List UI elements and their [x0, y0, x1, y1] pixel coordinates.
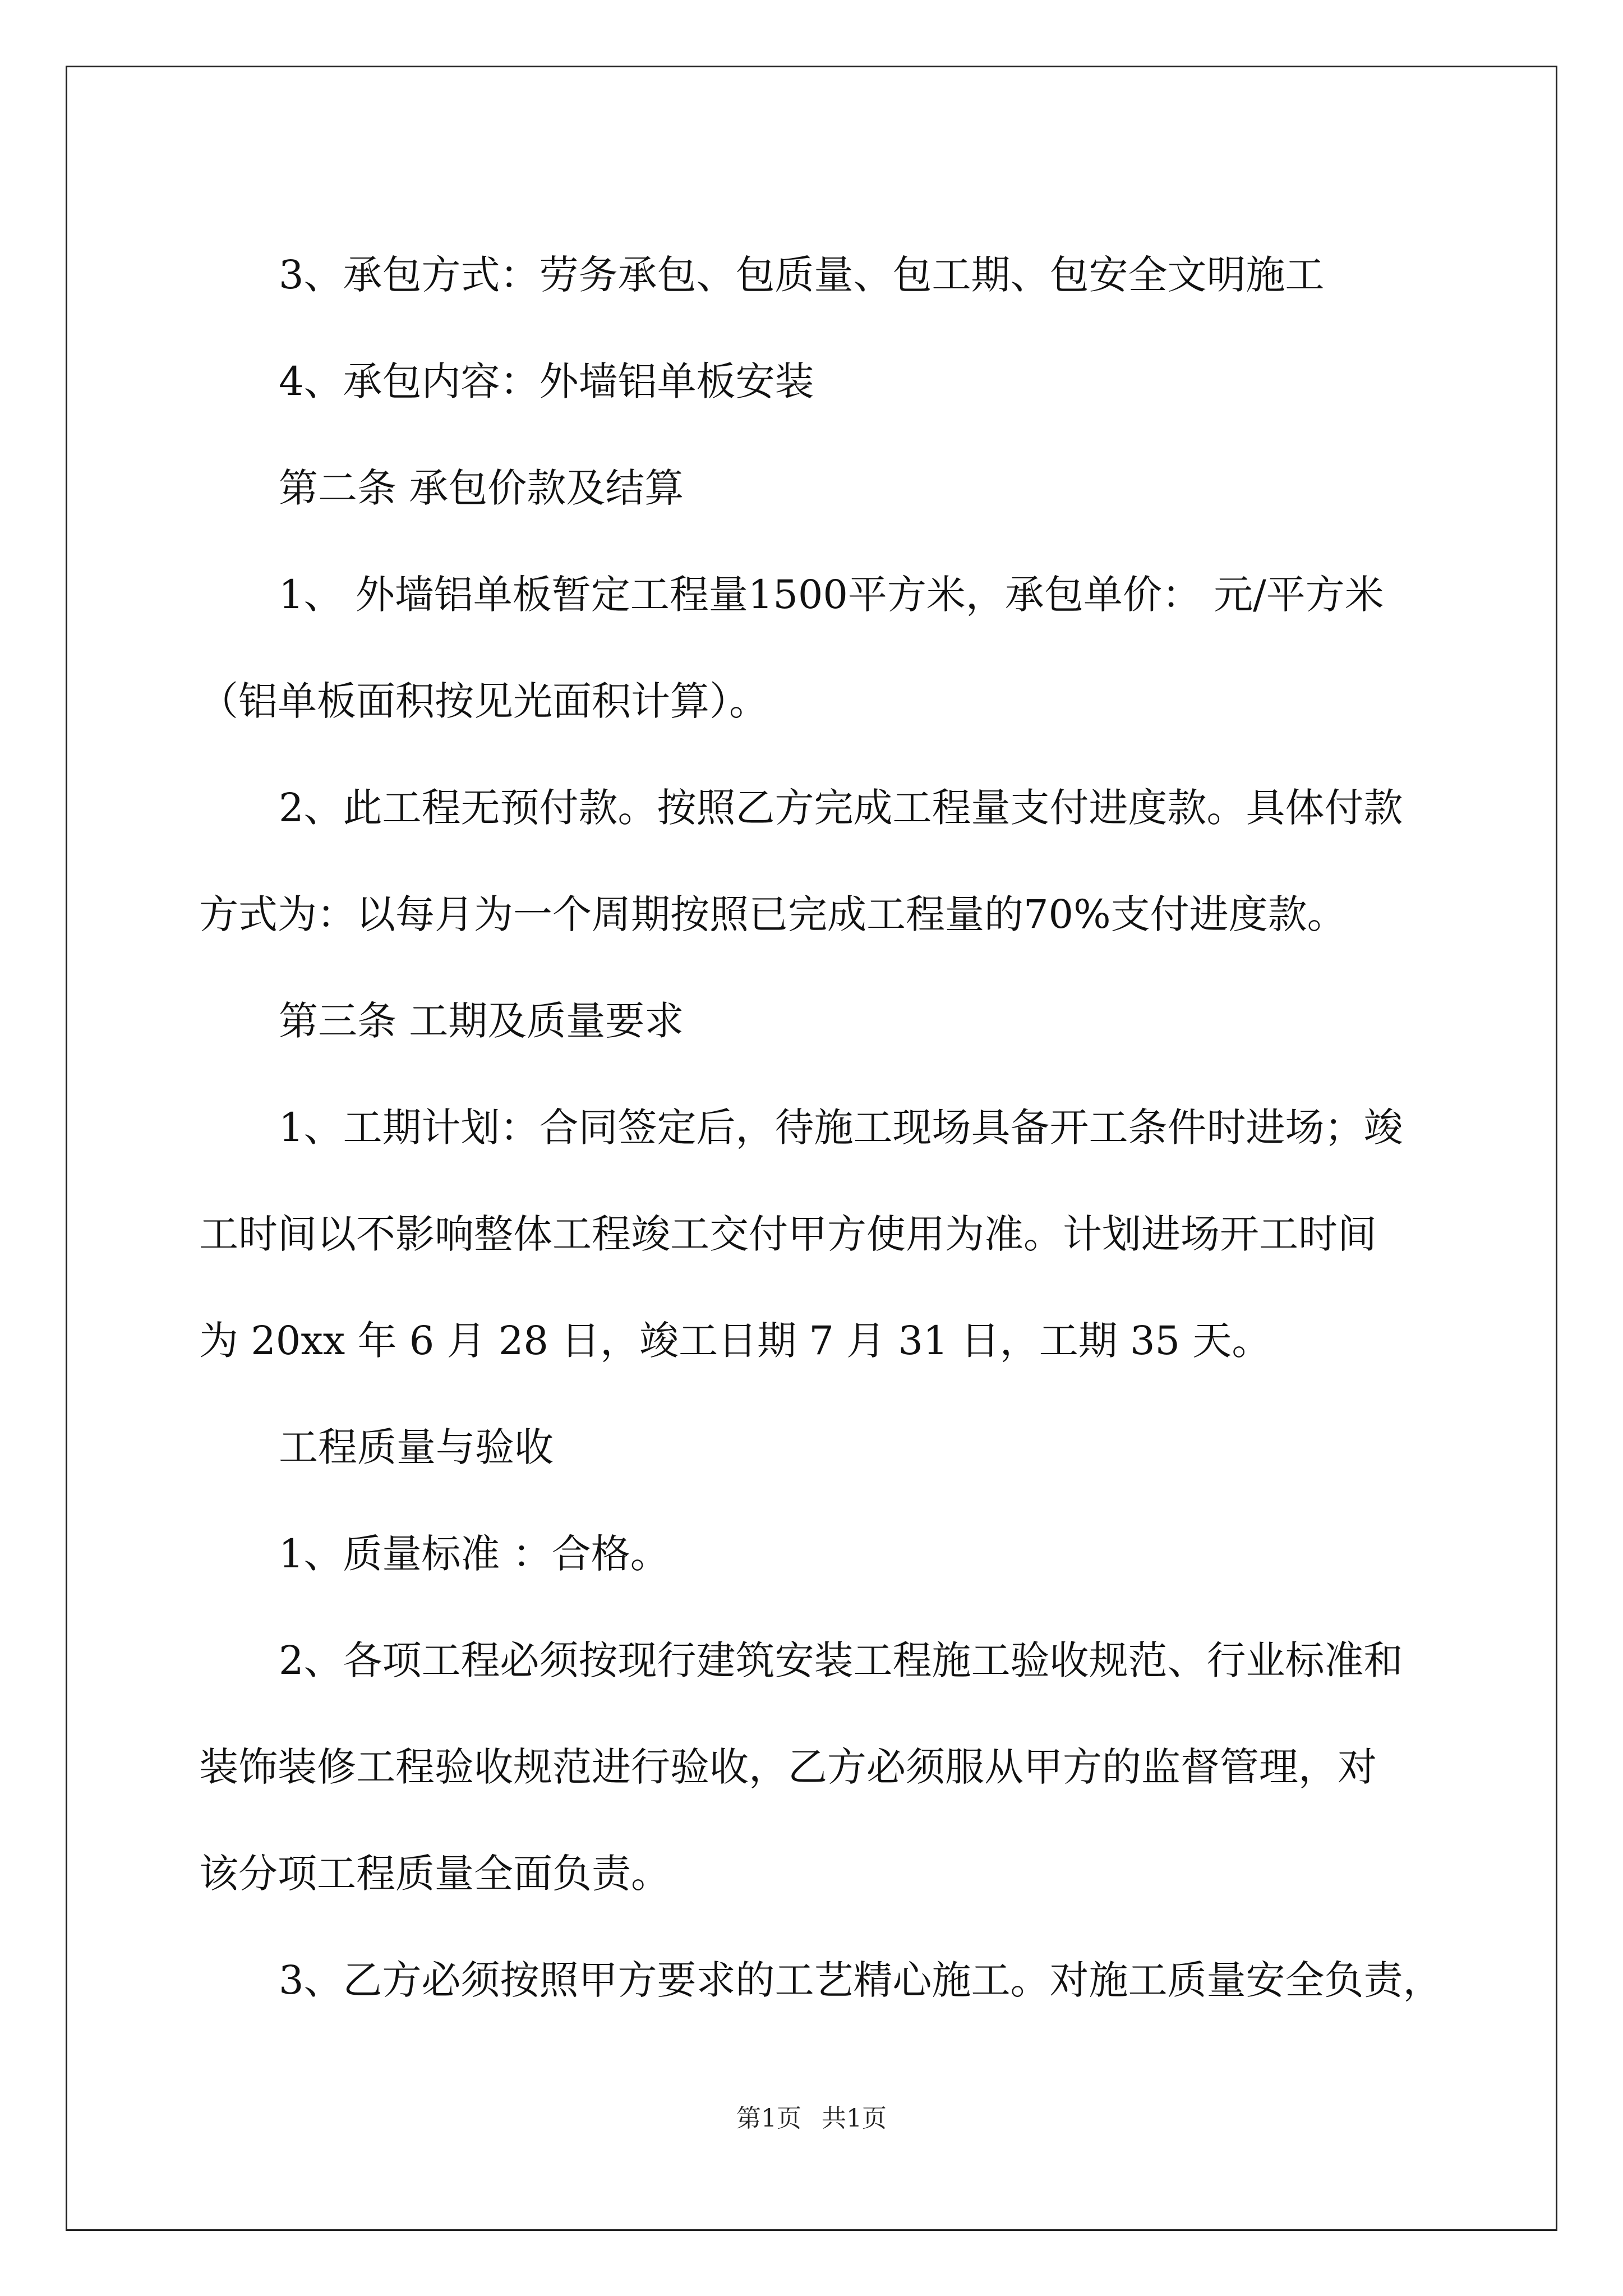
- page-total: 共1页: [822, 2104, 887, 2133]
- section-heading-article-2: [199, 435, 1427, 541]
- page-footer: [0, 2098, 1623, 2134]
- section-heading-quality: [199, 1394, 1427, 1501]
- section-heading-article-3: [199, 968, 1427, 1074]
- document-body: [199, 222, 1442, 2033]
- text-line: 方式为：以每月为一个周期按照已完成工程量的70%支付进度款。: [199, 891, 1347, 937]
- paragraph-contract-method: [199, 222, 1427, 328]
- paragraph-acceptance: [199, 1607, 1427, 1927]
- text-line: 4、承包内容：外墙铝单板安装: [279, 358, 814, 404]
- paragraph-price-quantity: [199, 541, 1427, 754]
- paragraph-quality-standard: [199, 1501, 1427, 1607]
- text-line: 1、质量标准 ：合格。: [279, 1531, 670, 1577]
- paragraph-schedule: [199, 1074, 1427, 1394]
- text-line: 工程质量与验收: [279, 1424, 554, 1470]
- text-line: 2、此工程无预付款。按照乙方完成工程量支付进度款。具体付款: [279, 785, 1403, 831]
- text-line: 第二条 承包价款及结算: [279, 465, 684, 511]
- paragraph-workmanship: [199, 1927, 1442, 2033]
- text-line: 3、承包方式：劳务承包、包质量、包工期、包安全文明施工: [279, 252, 1325, 298]
- text-line: 为 20xx 年 6 月 28 日，竣工日期 7 月 31 日，工期 35 天。: [199, 1318, 1271, 1364]
- paragraph-contract-content: [199, 328, 1427, 435]
- page-number: 第1页: [736, 2104, 801, 2133]
- paragraph-payment: [199, 754, 1427, 968]
- text-line: 2、各项工程必须按现行建筑安装工程施工验收规范、行业标准和: [279, 1637, 1403, 1683]
- text-line: 3、乙方必须按照甲方要求的工艺精心施工。对施工质量安全负责，: [279, 1957, 1442, 2003]
- text-line: 第三条 工期及质量要求: [279, 998, 684, 1044]
- text-line: 装饰装修工程验收规范进行验收，乙方必须服从甲方的监督管理，对: [199, 1744, 1377, 1790]
- text-line: （铝单板面积按见光面积计算）。: [199, 678, 768, 724]
- text-line: 1、工期计划：合同签定后，待施工现场具备开工条件时进场；竣: [279, 1105, 1403, 1151]
- text-line: 该分项工程质量全面负责。: [199, 1851, 670, 1897]
- text-line: 1、 外墙铝单板暂定工程量1500平方米，承包单价： 元/平方米: [279, 572, 1384, 618]
- text-line: 工时间以不影响整体工程竣工交付甲方使用为准。计划进场开工时间: [199, 1211, 1377, 1257]
